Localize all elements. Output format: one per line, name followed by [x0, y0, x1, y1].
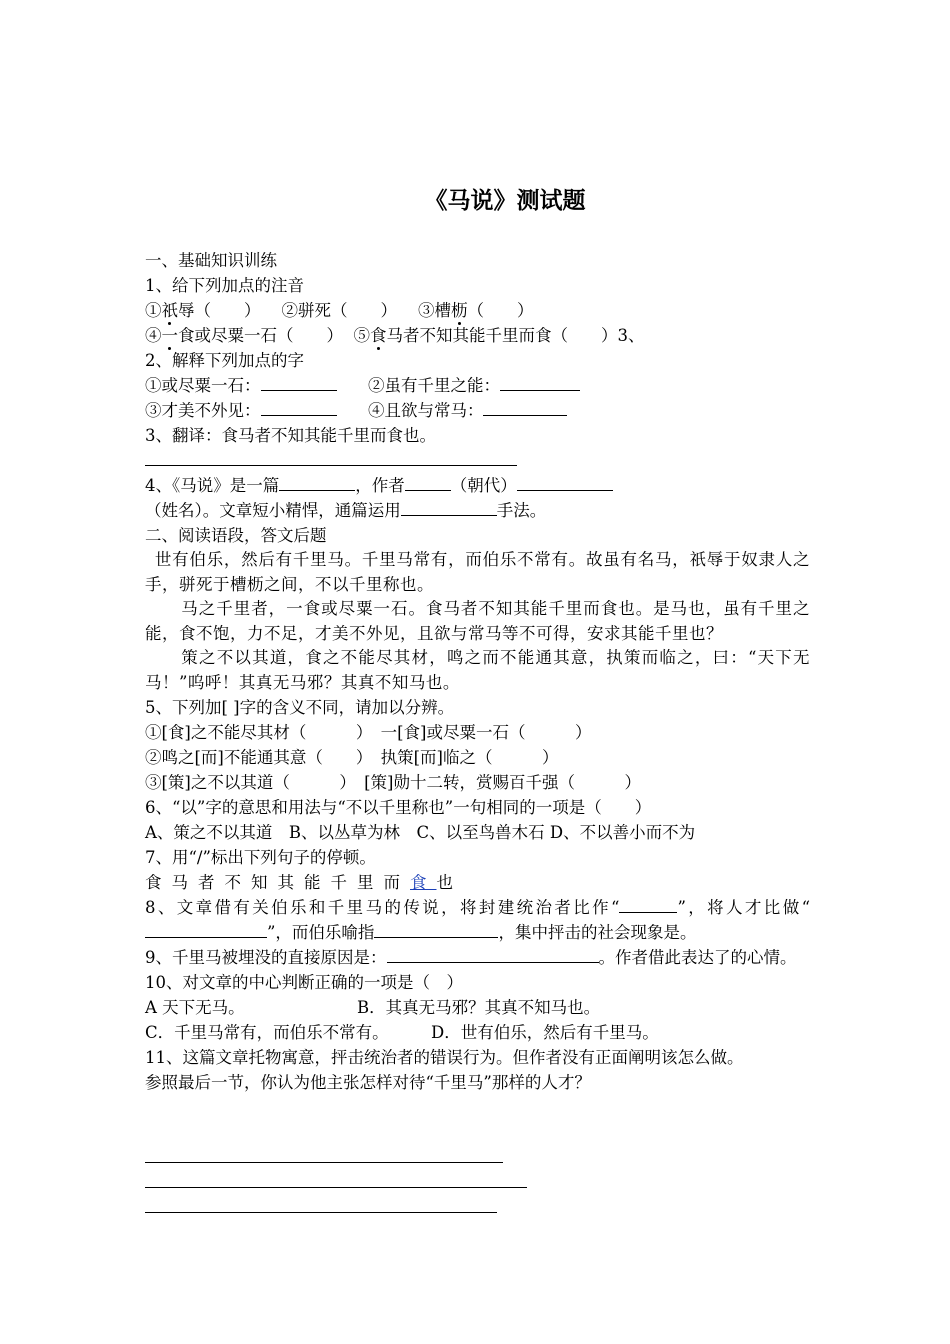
answer-blank[interactable]	[261, 374, 337, 392]
sentence-link[interactable]: 食	[410, 873, 437, 892]
answer-blank[interactable]	[405, 474, 451, 492]
q7-sentence: 食马者不知其能千里而食也	[145, 873, 463, 892]
answer-blank[interactable]	[401, 499, 497, 517]
q11-answer-lines	[145, 1162, 527, 1213]
q5-row2: ②鸣之[而]不能通其意（ ） 执策[而]临之（ ）	[145, 748, 559, 767]
q9-block: 9、千里马被埋没的直接原因是： 。作者借此表达了的心情。	[145, 945, 810, 970]
q3-answer-row	[145, 448, 810, 473]
dotted-char: 食	[370, 326, 387, 345]
q10-row1: A 天下无马。 B．其真无马邪？其真不知马也。	[145, 998, 601, 1017]
answer-line[interactable]	[145, 1187, 527, 1188]
passage-paragraph-3: 策之不以其道，食之不能尽其材，鸣之而不能通其意，执策而临之，曰：“天下无马！”呜呼！其真无马邪？其真不知马也。	[145, 648, 810, 692]
dotted-char: 一	[161, 326, 178, 345]
passage-paragraph-2: 马之千里者，一食或尽粟一石。食马者不知其能千里而食也。是马也，虽有千里之能，食不饱，力不足，才美不外见，且欲与常马等不可得，安求其能千里也？	[145, 599, 810, 643]
answer-line[interactable]	[145, 1212, 497, 1213]
q7-label: 7、用“/”标出下列句子的停顿。	[145, 848, 376, 867]
answer-line[interactable]	[145, 1162, 503, 1163]
q1-row1: ①祇辱（ ） ②骈死（ ） ③槽枥（ ）	[145, 301, 534, 320]
answer-blank[interactable]	[374, 921, 498, 939]
dotted-char: 枥	[450, 301, 468, 320]
q2-row2: ③才美不外见： ④且欲与常马：	[145, 398, 810, 423]
answer-blank[interactable]	[517, 474, 613, 492]
q6-label: 6、“以”字的意思和用法与“不以千里称也”一句相同的一项是（ ）	[145, 798, 652, 817]
answer-blank[interactable]	[387, 946, 599, 964]
answer-blank[interactable]	[145, 449, 517, 467]
q5-row1: ①[食]之不能尽其材（ ） 一[食]或尽粟一石（ ）	[145, 723, 592, 742]
q6-options: A、策之不以其道 B、以丛草为林 C、以至鸟兽木石 D、不以善小而不为	[145, 823, 696, 842]
q5-row3: ③[策]之不以其道（ ） [策]勋十二转，赏赐百千强（ ）	[145, 773, 641, 792]
passage-paragraph-1: 世有伯乐，然后有千里马。千里马常有，而伯乐不常有。故虽有名马，祇辱于奴隶人之手，骈死于槽枥之间，不以千里称也。	[145, 550, 810, 594]
q3-label: 3、翻译：食马者不知其能千里而食也。	[145, 426, 436, 445]
q11-line1: 11、这篇文章托物寓意，抨击统治者的错误行为。但作者没有正面阐明该怎么做。	[145, 1048, 744, 1067]
section1-heading: 一、基础知识训练	[145, 251, 277, 270]
dotted-char: 祇	[161, 301, 178, 320]
q10-row2: C．千里马常有，而伯乐不常有。 D．世有伯乐，然后有千里马。	[145, 1023, 659, 1042]
answer-blank[interactable]	[145, 921, 267, 939]
document-body	[145, 248, 810, 1095]
q8-block: 8、文章借有关伯乐和千里马的传说，将封建统治者比作“ ”，将人才比做“”，而伯乐喻指 ，集中抨击的社会现象是。	[145, 895, 810, 945]
q10-label: 10、对文章的中心判断正确的一项是（ ）	[145, 973, 463, 992]
page-title: 《马说》测试题	[424, 187, 586, 214]
q2-row1: ①或尽粟一石： ②虽有千里之能：	[145, 373, 810, 398]
q1-row2: ④一食或尽粟一石（ ） ⑤食马者不知其能千里而食（ ）3、	[145, 326, 645, 345]
section2-heading: 二、阅读语段，答文后题	[145, 526, 327, 545]
answer-blank[interactable]	[619, 896, 677, 914]
q5-label: 5、下列加[ ]字的含义不同，请加以分辨。	[145, 698, 455, 717]
q2-label: 2、解释下列加点的字	[145, 351, 304, 370]
q11-line2: 参照最后一节，你认为他主张怎样对待“千里马”那样的人才？	[145, 1073, 591, 1092]
q4-row2: （姓名）。文章短小精悍，通篇运用 手法。	[145, 498, 810, 523]
answer-blank[interactable]	[279, 474, 355, 492]
answer-blank[interactable]	[500, 374, 580, 392]
q1-label: 1、给下列加点的注音	[145, 276, 304, 295]
answer-blank[interactable]	[261, 399, 337, 417]
answer-blank[interactable]	[483, 399, 567, 417]
q4-row1: 4、《马说》是一篇 ，作者 （朝代）	[145, 473, 810, 498]
